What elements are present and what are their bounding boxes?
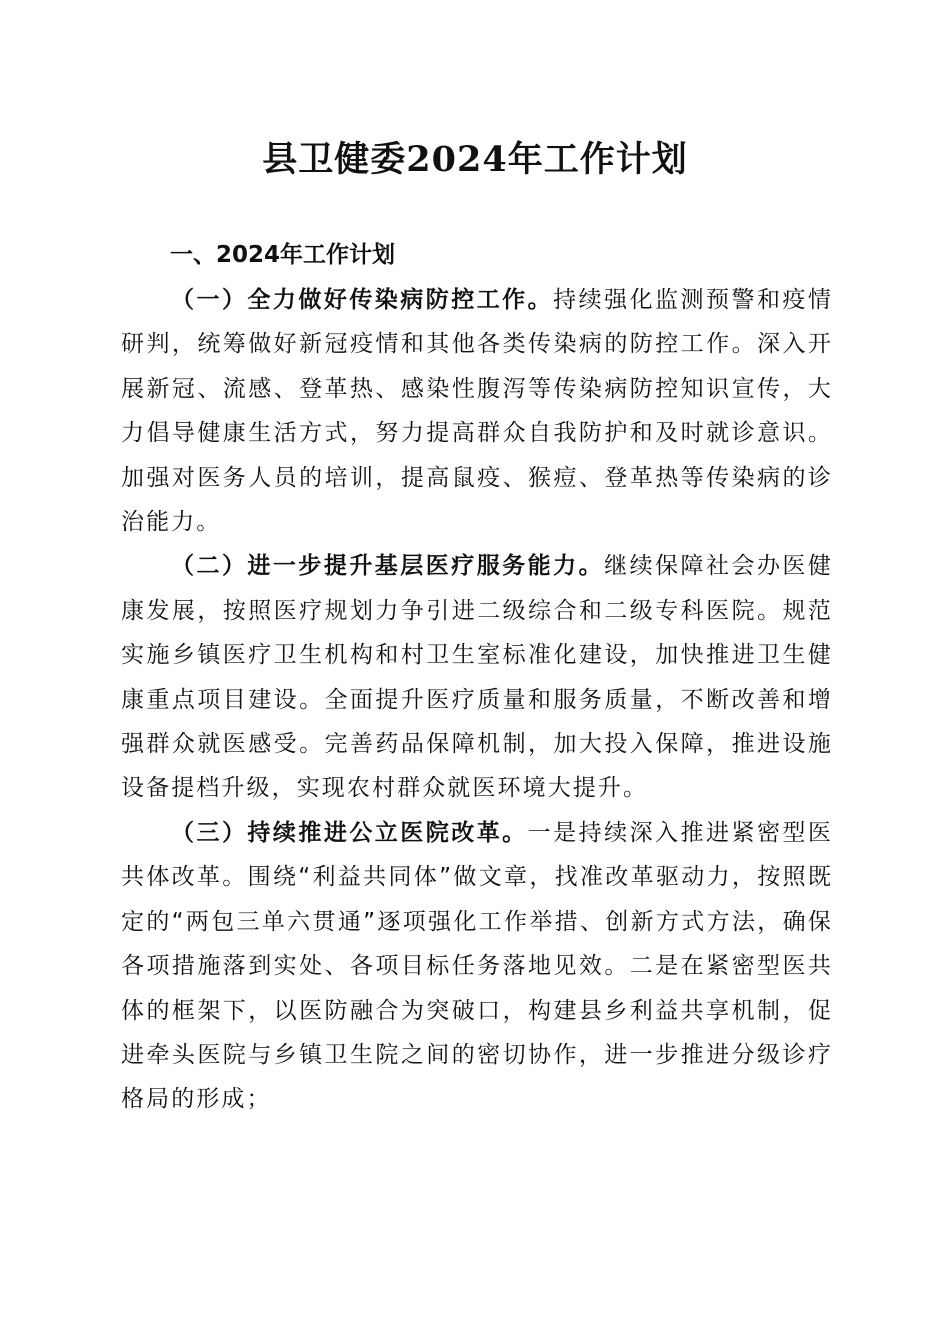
paragraph-3-text: 一是持续深入推进紧密型医共体改革。围绕“利益共同体”做文章，找准改革驱动力，按照既定的“两包三单六贯通”逐项强化工作举措、创新方式方法，确保各项措施落到实处、各项目标任务落地见效。二是在紧密型医共体的框架下，以医防融合为突破口，构建县乡利益共享机制，促进牵头医院与乡镇卫生院之间的密切协作，进一步推进分级诊疗格局的形成； [121,819,834,1113]
paragraph-1 [121,278,833,544]
paragraph-3 [121,811,833,1122]
document-body [121,278,833,1122]
paragraph-2 [121,544,833,810]
section-heading: 一、2024年工作计划 [170,242,396,268]
paragraph-1-lead: （一）全力做好传染病防控工作。 [171,287,554,313]
paragraph-2-text: 继续保障社会办医健康发展，按照医疗规划力争引进二级综合和二级专科医院。规范实施乡镇医疗卫生机构和村卫生室标准化建设，加快推进卫生健康重点项目建设。全面提升医疗质量和服务质量，不断改善和增强群众就医感受。完善药品保障机制，加大投入保障，推进设施设备提档升级，实现农村群众就医环境大提升。 [121,553,833,802]
paragraph-3-lead: （三）持续推进公立医院改革。 [171,819,528,846]
document-title: 县卫健委2024年工作计划 [262,139,688,180]
paragraph-1-text: 持续强化监测预警和疫情研判，统筹做好新冠疫情和其他各类传染病的防控工作。深入开展新冠、流感、登革热、感染性腹泻等传染病防控知识宣传，大力倡导健康生活方式，努力提高群众自我防护和及时就诊意识。加强对医务人员的培训，提高鼠疫、猴痘、登革热等传染病的诊治能力。 [121,287,833,536]
paragraph-2-lead: （二）进一步提升基层医疗服务能力。 [171,553,605,580]
